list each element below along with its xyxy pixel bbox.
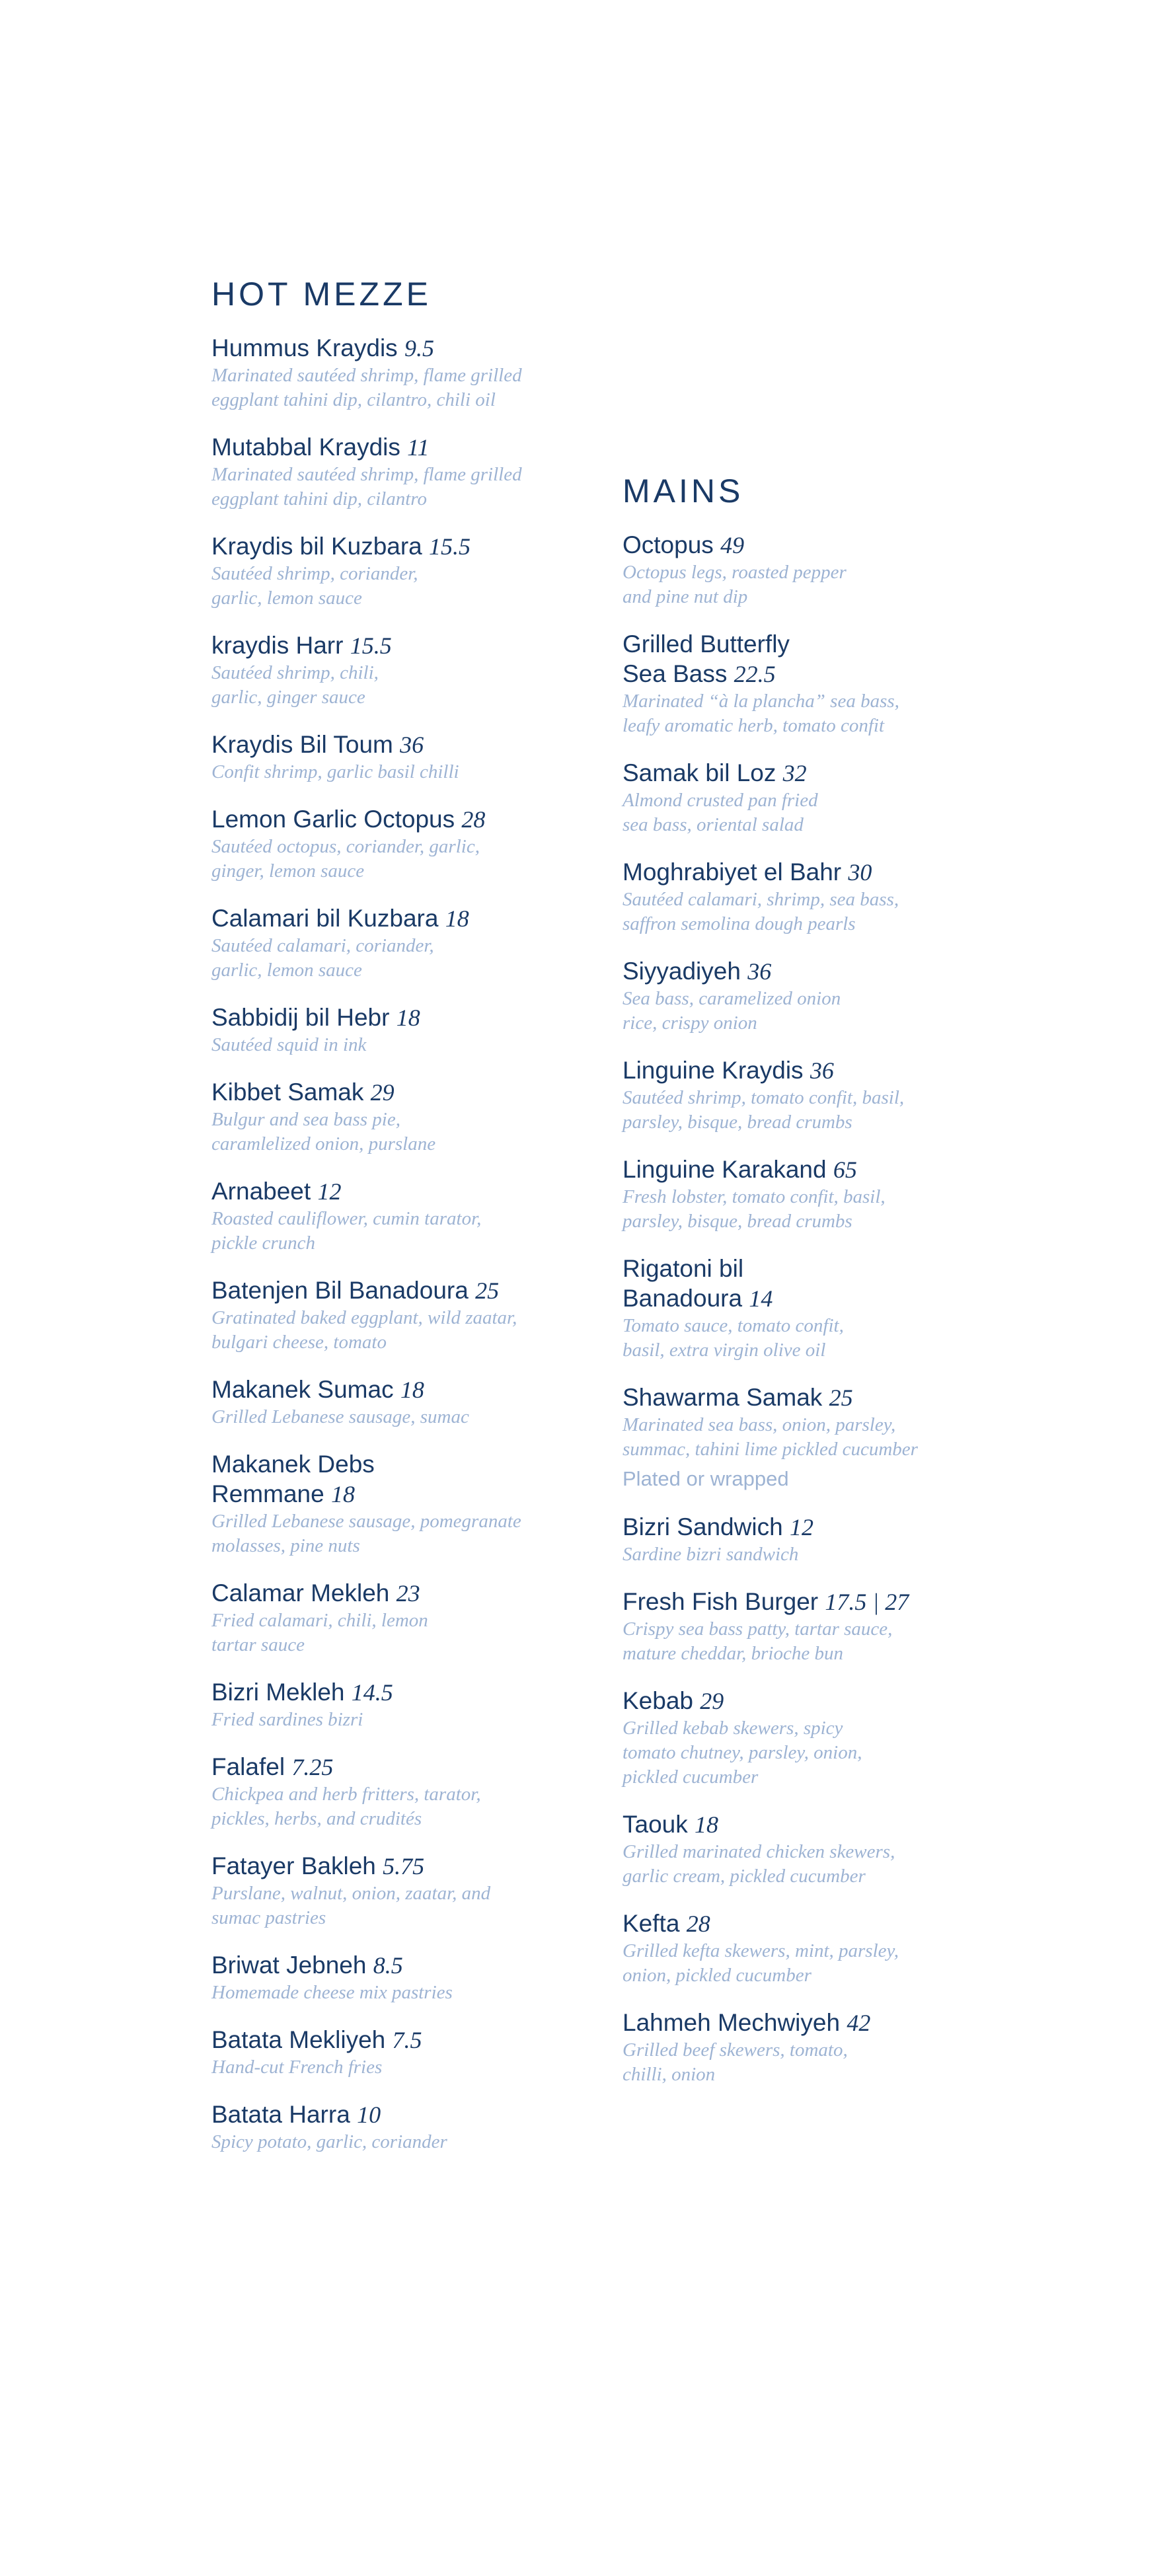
- menu-item-description: Crispy sea bass patty, tartar sauce, mature cheddar, brioche bun: [623, 1618, 893, 1664]
- menu-item: [211, 1752, 582, 1831]
- menu-item-price: 10: [357, 2102, 381, 2128]
- mains-list: [623, 530, 993, 2087]
- menu-item-title: [623, 1512, 993, 1542]
- menu-item-price: 65: [833, 1156, 857, 1183]
- menu-item: [211, 2025, 582, 2080]
- menu-item-description: Grilled kebab skewers, spicy tomato chutney, parsley, onion, pickled cucumber: [623, 1718, 862, 1788]
- menu-item-price: 18: [695, 1811, 719, 1838]
- menu-item-description: Grilled beef skewers, tomato, chilli, onion: [623, 2039, 848, 2085]
- menu-item-name: Briwat Jebneh: [211, 1951, 367, 1979]
- menu-item: [211, 1176, 582, 1256]
- menu-item-name: Fatayer Bakleh: [211, 1852, 376, 1879]
- menu-item-description: Chickpea and herb fritters, tarator, pickles, herbs, and crudités: [211, 1784, 481, 1829]
- menu-item-title: [623, 1055, 993, 1086]
- menu-item-name: Linguine Kraydis: [623, 1057, 804, 1084]
- menu-item-title: [211, 1851, 582, 1881]
- menu-item-title: [623, 1587, 993, 1617]
- menu-item-price: 36: [747, 958, 772, 985]
- menu-item-title: [623, 956, 993, 987]
- menu-item: [623, 1686, 993, 1790]
- menu-item-title: [211, 630, 582, 661]
- menu-item-price: 18: [330, 1481, 355, 1507]
- menu-item-title: [623, 530, 993, 560]
- menu-item: [623, 1512, 993, 1567]
- menu-item-price: 18: [400, 1377, 424, 1403]
- menu-item-title: [623, 857, 993, 888]
- menu-item: [623, 1055, 993, 1135]
- menu-item-name: Bizri Mekleh: [211, 1679, 345, 1706]
- menu-item-title: [211, 1677, 582, 1708]
- menu-item: [211, 1003, 582, 1057]
- menu-item: [623, 2008, 993, 2087]
- menu-item-price: 7.5: [392, 2027, 422, 2053]
- menu-item-price: 49: [720, 532, 745, 558]
- menu-item-price: 9.5: [404, 335, 434, 361]
- menu-item-name: Makanek Sumac: [211, 1376, 394, 1403]
- menu-item-description: Confit shrimp, garlic basil chilli: [211, 761, 459, 782]
- menu-item-price: 28: [461, 806, 486, 833]
- menu-item: [623, 1383, 993, 1492]
- menu-item: [211, 432, 582, 511]
- menu-item-name: Kefta: [623, 1910, 680, 1937]
- menu-item-price: 18: [396, 1004, 420, 1031]
- menu-item-title: [211, 2025, 582, 2055]
- menu-item-name: Mutabbal Kraydis: [211, 434, 400, 461]
- menu-item-description: Sautéed shrimp, coriander, garlic, lemon sauce: [211, 563, 418, 609]
- menu-item-title: [211, 1176, 582, 1207]
- menu-item-name: Shawarma Samak: [623, 1384, 823, 1411]
- menu-item-note: Plated or wrapped: [623, 1467, 789, 1490]
- menu-item: [211, 1950, 582, 2005]
- menu-item-price: 15.5: [350, 632, 392, 659]
- menu-item-description: Fried calamari, chili, lemon tartar sauce: [211, 1610, 428, 1655]
- menu-item-name: Batata Mekliyeh: [211, 2026, 386, 2053]
- menu-item: [211, 2100, 582, 2154]
- menu-item: [623, 1254, 993, 1363]
- menu-item-name: Batenjen Bil Banadoura: [211, 1277, 469, 1304]
- menu-item-name: Arnabeet: [211, 1178, 311, 1205]
- menu-item-description: Almond crusted pan fried sea bass, oriental salad: [623, 790, 818, 835]
- menu-item-description: Grilled kefta skewers, mint, parsley, onion, pickled cucumber: [623, 1940, 899, 1986]
- menu-item-price: 36: [810, 1057, 834, 1084]
- menu-item-title: [211, 1375, 582, 1405]
- menu-item-title: [623, 2008, 993, 2038]
- menu-item-price: 32: [782, 760, 807, 786]
- menu-item: [211, 903, 582, 983]
- menu-item-description: Marinated sautéed shrimp, flame grilled eggplant tahini dip, cilantro, chili oil: [211, 365, 522, 410]
- hot-mezze-section: [211, 278, 582, 2174]
- menu-item-description: Grilled Lebanese sausage, sumac: [211, 1406, 469, 1427]
- menu-item-price: 23: [396, 1580, 420, 1607]
- menu-item-price: 11: [407, 434, 430, 461]
- menu-item: [211, 1677, 582, 1732]
- menu-item-description: Grilled marinated chicken skewers, garlic cream, pickled cucumber: [623, 1841, 895, 1887]
- menu-item-description: Fried sardines bizri: [211, 1709, 363, 1730]
- menu-item-description: Sautéed calamari, coriander, garlic, lemon sauce: [211, 935, 434, 981]
- menu-item-name: Linguine Karakand: [623, 1156, 827, 1183]
- menu-item-title: [211, 804, 582, 835]
- menu-item-title: [623, 629, 993, 689]
- menu-item-name: Kibbet Samak: [211, 1079, 364, 1106]
- menu-item-title: [211, 1003, 582, 1033]
- menu-item-name: Siyyadiyeh: [623, 958, 741, 985]
- menu-item-name: Kraydis bil Kuzbara: [211, 533, 422, 560]
- menu-item-title: [211, 1449, 582, 1509]
- menu-item-name: Lahmeh Mechwiyeh: [623, 2009, 841, 2036]
- menu-item: [623, 758, 993, 837]
- menu-item-title: [623, 1254, 993, 1314]
- menu-item-name: Moghrabiyet el Bahr: [623, 858, 842, 886]
- menu-item-price: 28: [686, 1911, 710, 1937]
- menu-item-title: [623, 1909, 993, 1939]
- section-title-mains: MAINS: [623, 473, 744, 510]
- menu-item-description: Sardine bizri sandwich: [623, 1544, 799, 1565]
- menu-item-price: 8.5: [373, 1952, 403, 1979]
- menu-item-title: [211, 1752, 582, 1782]
- menu-item-title: [211, 1077, 582, 1108]
- menu-item-name: Falafel: [211, 1753, 285, 1780]
- menu-item-description: Hand-cut French fries: [211, 2057, 383, 2078]
- menu-item: [211, 1449, 582, 1558]
- hot-mezze-list: [211, 333, 582, 2154]
- menu-item-description: Grilled Lebanese sausage, pomegranate molasses, pine nuts: [211, 1511, 521, 1556]
- menu-item: [211, 333, 582, 412]
- menu-item-name: Lemon Garlic Octopus: [211, 806, 455, 833]
- menu-item-name: Calamar Mekleh: [211, 1579, 390, 1607]
- menu-item-name: Taouk: [623, 1811, 688, 1838]
- menu-item-title: [211, 333, 582, 363]
- menu-item-name: Octopus: [623, 531, 714, 558]
- menu-item-name: Calamari bil Kuzbara: [211, 905, 439, 932]
- menu-item-title: [623, 1809, 993, 1840]
- menu-item-title: [211, 730, 582, 760]
- menu-item: [623, 857, 993, 936]
- section-title-hot-mezze: HOT MEZZE: [211, 276, 432, 313]
- menu-item-name: Kraydis Bil Toum: [211, 731, 393, 758]
- menu-item-name: Kebab: [623, 1687, 693, 1714]
- menu-item: [211, 1275, 582, 1355]
- menu-item-name: kraydis Harr: [211, 632, 344, 659]
- menu-item-price: 25: [475, 1277, 500, 1304]
- menu-item-description: Marinated sautéed shrimp, flame grilled eggplant tahini dip, cilantro: [211, 464, 522, 510]
- menu-item: [211, 1375, 582, 1429]
- menu-item-name: Batata Harra: [211, 2101, 350, 2128]
- menu-item: [211, 1578, 582, 1657]
- menu-item: [211, 730, 582, 784]
- menu-item-name: Sabbidij bil Hebr: [211, 1004, 390, 1031]
- menu-item-price: 22.5: [734, 661, 776, 687]
- menu-item-description: Sautéed shrimp, tomato confit, basil, parsley, bisque, bread crumbs: [623, 1087, 905, 1133]
- menu-item-price: 5.75: [383, 1853, 425, 1879]
- menu-item-price: 42: [847, 2010, 871, 2036]
- menu-item: [211, 1851, 582, 1930]
- menu-item: [623, 1155, 993, 1234]
- menu-item-price: 12: [789, 1514, 813, 1540]
- menu-item-price: 30: [848, 859, 872, 886]
- menu-item-price: 12: [317, 1178, 342, 1205]
- menu-item-description: Purslane, walnut, onion, zaatar, and sumac pastries: [211, 1883, 491, 1928]
- menu-item: [623, 1587, 993, 1666]
- menu-item-description: Octopus legs, roasted pepper and pine nut dip: [623, 562, 847, 607]
- menu-item-title: [623, 1155, 993, 1185]
- menu-item-description: Bulgur and sea bass pie, caramlelized onion, purslane: [211, 1109, 436, 1155]
- menu-item-price: 7.25: [291, 1754, 334, 1780]
- menu-item-title: [211, 1578, 582, 1609]
- menu-item: [623, 956, 993, 1036]
- menu-item-price: 15.5: [429, 533, 471, 560]
- menu-item-title: [623, 1383, 993, 1413]
- menu-item-price: 17.5 | 27: [825, 1589, 909, 1615]
- menu-item-name: Hummus Kraydis: [211, 334, 398, 361]
- menu-item-description: Gratinated baked eggplant, wild zaatar, bulgari cheese, tomato: [211, 1307, 517, 1353]
- menu-item-name: Makanek Debs Remmane: [211, 1451, 375, 1507]
- menu-item-title: [211, 531, 582, 562]
- menu-item-price: 36: [400, 732, 424, 758]
- menu-item: [211, 1077, 582, 1156]
- menu-item-title: [623, 1686, 993, 1716]
- menu-item-name: Rigatoni bil Banadoura: [623, 1255, 744, 1312]
- menu-item-price: 14.5: [351, 1679, 393, 1706]
- menu-item-description: Homemade cheese mix pastries: [211, 1982, 453, 2003]
- menu-item: [211, 804, 582, 884]
- menu-item: [211, 531, 582, 611]
- menu-item-title: [211, 432, 582, 463]
- menu-item-title: [211, 1950, 582, 1981]
- menu-item-description: Sautéed shrimp, chili, garlic, ginger sauce: [211, 662, 379, 708]
- menu-item-description: Fresh lobster, tomato confit, basil, parsley, bisque, bread crumbs: [623, 1186, 886, 1232]
- menu-item: [623, 1809, 993, 1889]
- menu-item-description: Roasted cauliflower, cumin tarator, pickle crunch: [211, 1208, 482, 1254]
- menu-item-price: 18: [445, 905, 469, 932]
- menu-item: [623, 530, 993, 609]
- menu-item-title: [211, 903, 582, 934]
- menu-item-price: 29: [370, 1079, 395, 1106]
- menu-item-description: Sautéed calamari, shrimp, sea bass, saffron semolina dough pearls: [623, 889, 899, 934]
- menu-item-title: [211, 1275, 582, 1306]
- menu-item-title: [623, 758, 993, 788]
- menu-item-price: 29: [700, 1688, 724, 1714]
- menu-item-name: Samak bil Loz: [623, 759, 776, 786]
- menu-item-description: Tomato sauce, tomato confit, basil, extra virgin olive oil: [623, 1315, 844, 1361]
- menu-item-description: Spicy potato, garlic, coriander: [211, 2131, 447, 2152]
- menu-item-description: Sautéed octopus, coriander, garlic, ginger, lemon sauce: [211, 836, 480, 882]
- menu-item-title: [211, 2100, 582, 2130]
- menu-item-price: 25: [829, 1384, 853, 1411]
- mains-section: [623, 474, 993, 2107]
- menu-item-description: Sea bass, caramelized onion rice, crispy onion: [623, 988, 841, 1034]
- menu-item-name: Bizri Sandwich: [623, 1513, 783, 1540]
- menu-item-price: 14: [749, 1285, 773, 1312]
- menu-item-description: Marinated sea bass, onion, parsley, summac, tahini lime pickled cucumber: [623, 1414, 918, 1460]
- menu-item: [623, 1909, 993, 1988]
- menu-item-description: Sautéed squid in ink: [211, 1034, 367, 1055]
- menu-item-name: Grilled Butterfly Sea Bass: [623, 630, 790, 687]
- menu-item-name: Fresh Fish Burger: [623, 1588, 819, 1615]
- menu-item-description: Marinated “à la plancha” sea bass, leafy aromatic herb, tomato confit: [623, 691, 899, 736]
- menu-item: [623, 629, 993, 738]
- menu-item: [211, 630, 582, 710]
